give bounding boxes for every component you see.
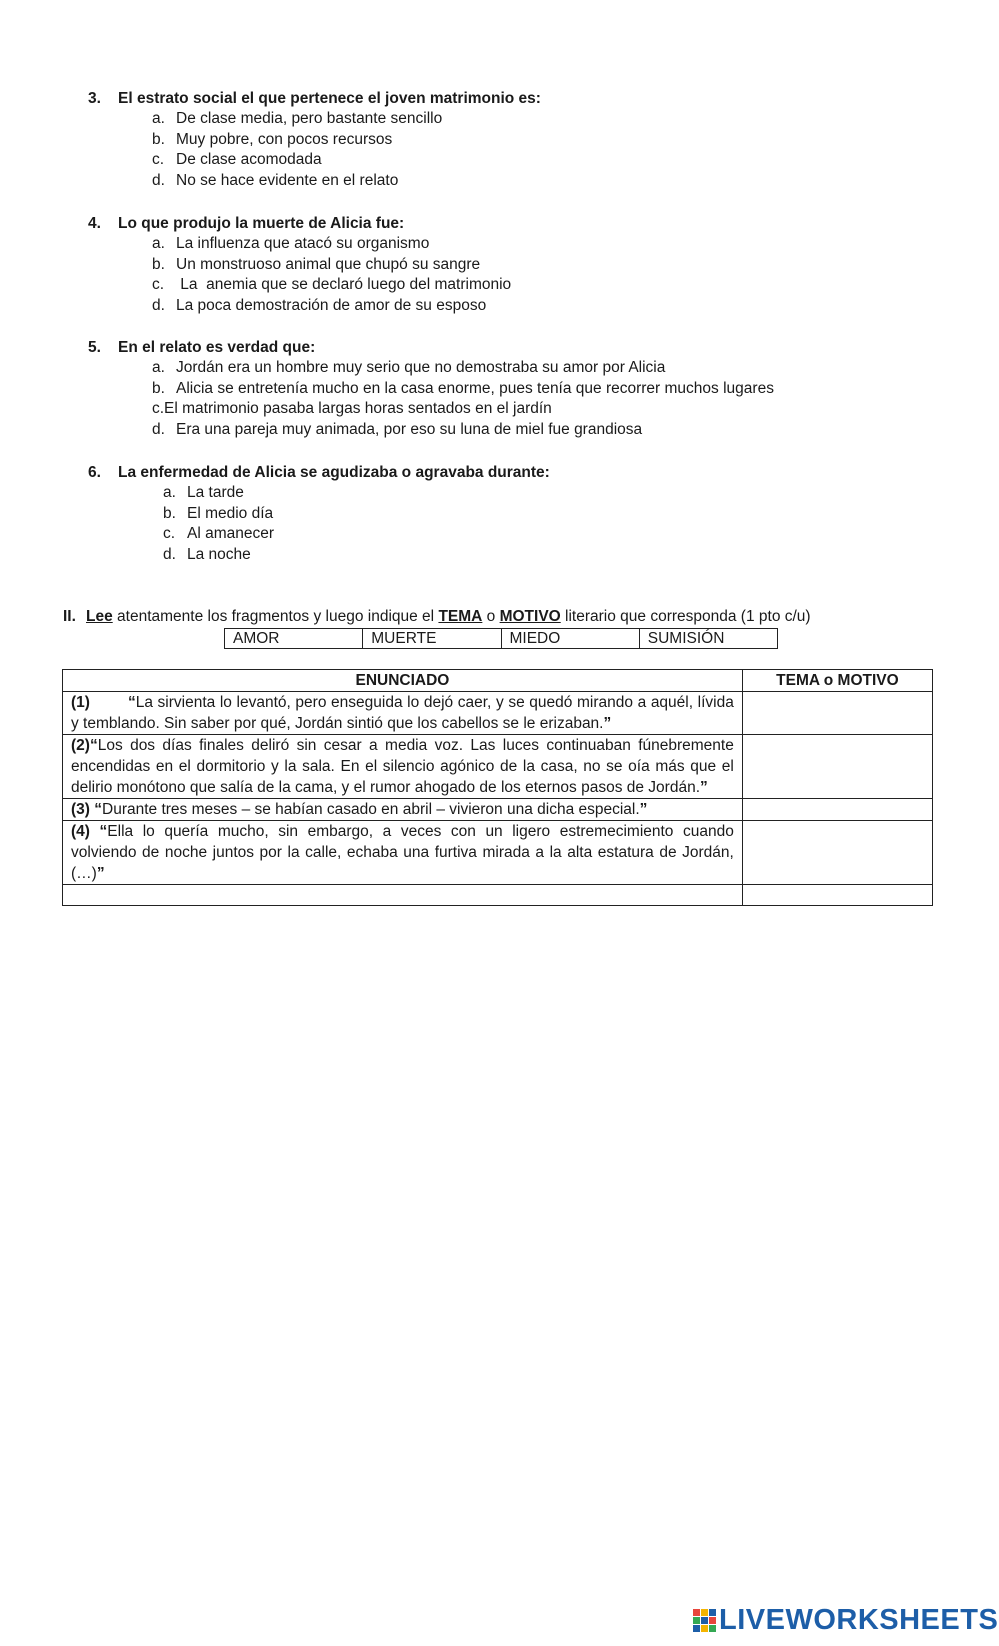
word-bank-item: SUMISIÓN	[639, 629, 777, 649]
logo-text: LIVEWORKSHEETS	[719, 1604, 999, 1636]
option[interactable]: a. De clase media, pero bastante sencillo	[152, 110, 443, 127]
column-header-tema: TEMA o MOTIVO	[742, 670, 932, 692]
word-bank	[224, 628, 778, 649]
option[interactable]: c. Al amanecer	[163, 525, 275, 543]
word-bank-item: MIEDO	[501, 629, 639, 649]
option[interactable]: a. La influenza que atacó su organismo	[152, 235, 430, 252]
option[interactable]: d. La poca demostración de amor de su esposo	[152, 297, 487, 315]
table-row	[63, 821, 933, 885]
table-row	[63, 885, 933, 906]
option[interactable]: a. La tarde	[163, 484, 244, 501]
option[interactable]: c. De clase acomodada	[152, 151, 322, 169]
question-number: 3.	[88, 90, 101, 107]
answer-input[interactable]	[742, 821, 932, 885]
answer-input[interactable]	[742, 885, 932, 906]
option[interactable]: d. Era una pareja muy animada, por eso su luna de miel fue grandiosa	[152, 421, 643, 439]
option[interactable]: d. No se hace evidente en el relato	[152, 172, 399, 190]
option[interactable]: a. Jordán era un hombre muy serio que no demostraba su amor por Alicia	[152, 359, 666, 376]
option[interactable]: b. El medio día	[163, 504, 274, 522]
option[interactable]: d. La noche	[163, 546, 251, 564]
question-5	[88, 337, 774, 441]
question-text: El estrato social el que pertenece el joven matrimonio es:	[118, 90, 541, 107]
question-number: 5.	[88, 339, 101, 356]
column-header-enunciado: ENUNCIADO	[63, 670, 743, 692]
question-number: 4.	[88, 215, 101, 232]
option[interactable]: c. La anemia que se declaró luego del matrimonio	[152, 276, 512, 294]
option[interactable]: b. Alicia se entretenía mucho en la casa enorme, pues tenía que recorrer muchos lugares	[152, 379, 774, 397]
table-row	[63, 692, 933, 735]
liveworksheets-logo[interactable]	[693, 1604, 998, 1637]
answer-input[interactable]	[742, 735, 932, 799]
question-number: 6.	[88, 464, 101, 481]
question-6	[88, 462, 550, 566]
answer-input[interactable]	[742, 692, 932, 735]
section-2-instruction: II. Lee atentamente los fragmentos y luego indique el TEMA o MOTIVO literario que corresponda (1 pto c/u)	[63, 608, 811, 625]
word-bank-item: AMOR	[225, 629, 363, 649]
logo-grid-icon	[693, 1609, 716, 1632]
table-row	[63, 799, 933, 821]
fragment-cell	[63, 885, 743, 906]
question-4	[88, 213, 511, 317]
option[interactable]: b. Un monstruoso animal que chupó su sangre	[152, 255, 481, 273]
fragment-cell: (4) “Ella lo quería mucho, sin embargo, a veces con un ligero estremecimiento cuando volviendo de noche juntos por la calle, echaba una furtiva mirada a la alta estatura de Jordán, (…)”	[63, 821, 743, 885]
question-3	[88, 88, 541, 192]
table-row	[63, 735, 933, 799]
fragment-cell: (1) “La sirvienta lo levantó, pero enseguida lo dejó caer, y se quedó mirando a aquél, lívida y temblando. Sin saber por qué, Jordán sintió que los cabellos se le erizaban.”	[63, 692, 743, 735]
question-text: En el relato es verdad que:	[118, 339, 316, 356]
fragment-cell: (2)“Los dos días finales deliró sin cesar a media voz. Las luces continuaban fúnebremente encendidas en el dormitorio y la sala. En el silencio agónico de la casa, no se oía más que el delirio monótono que salía de la cama, y el rumor ahogado de los eternos pasos de Jordán.”	[63, 735, 743, 799]
question-text: Lo que produjo la muerte de Alicia fue:	[118, 215, 405, 232]
option[interactable]: b. Muy pobre, con pocos recursos	[152, 130, 393, 148]
option[interactable]: c.El matrimonio pasaba largas horas sentados en el jardín	[152, 400, 552, 418]
section-numeral: II.	[63, 608, 76, 625]
fragments-table	[62, 669, 933, 906]
fragment-cell: (3) “Durante tres meses – se habían casado en abril – vivieron una dicha especial.”	[63, 799, 743, 821]
word-bank-item: MUERTE	[363, 629, 501, 649]
question-text: La enfermedad de Alicia se agudizaba o agravaba durante:	[118, 464, 550, 481]
answer-input[interactable]	[742, 799, 932, 821]
